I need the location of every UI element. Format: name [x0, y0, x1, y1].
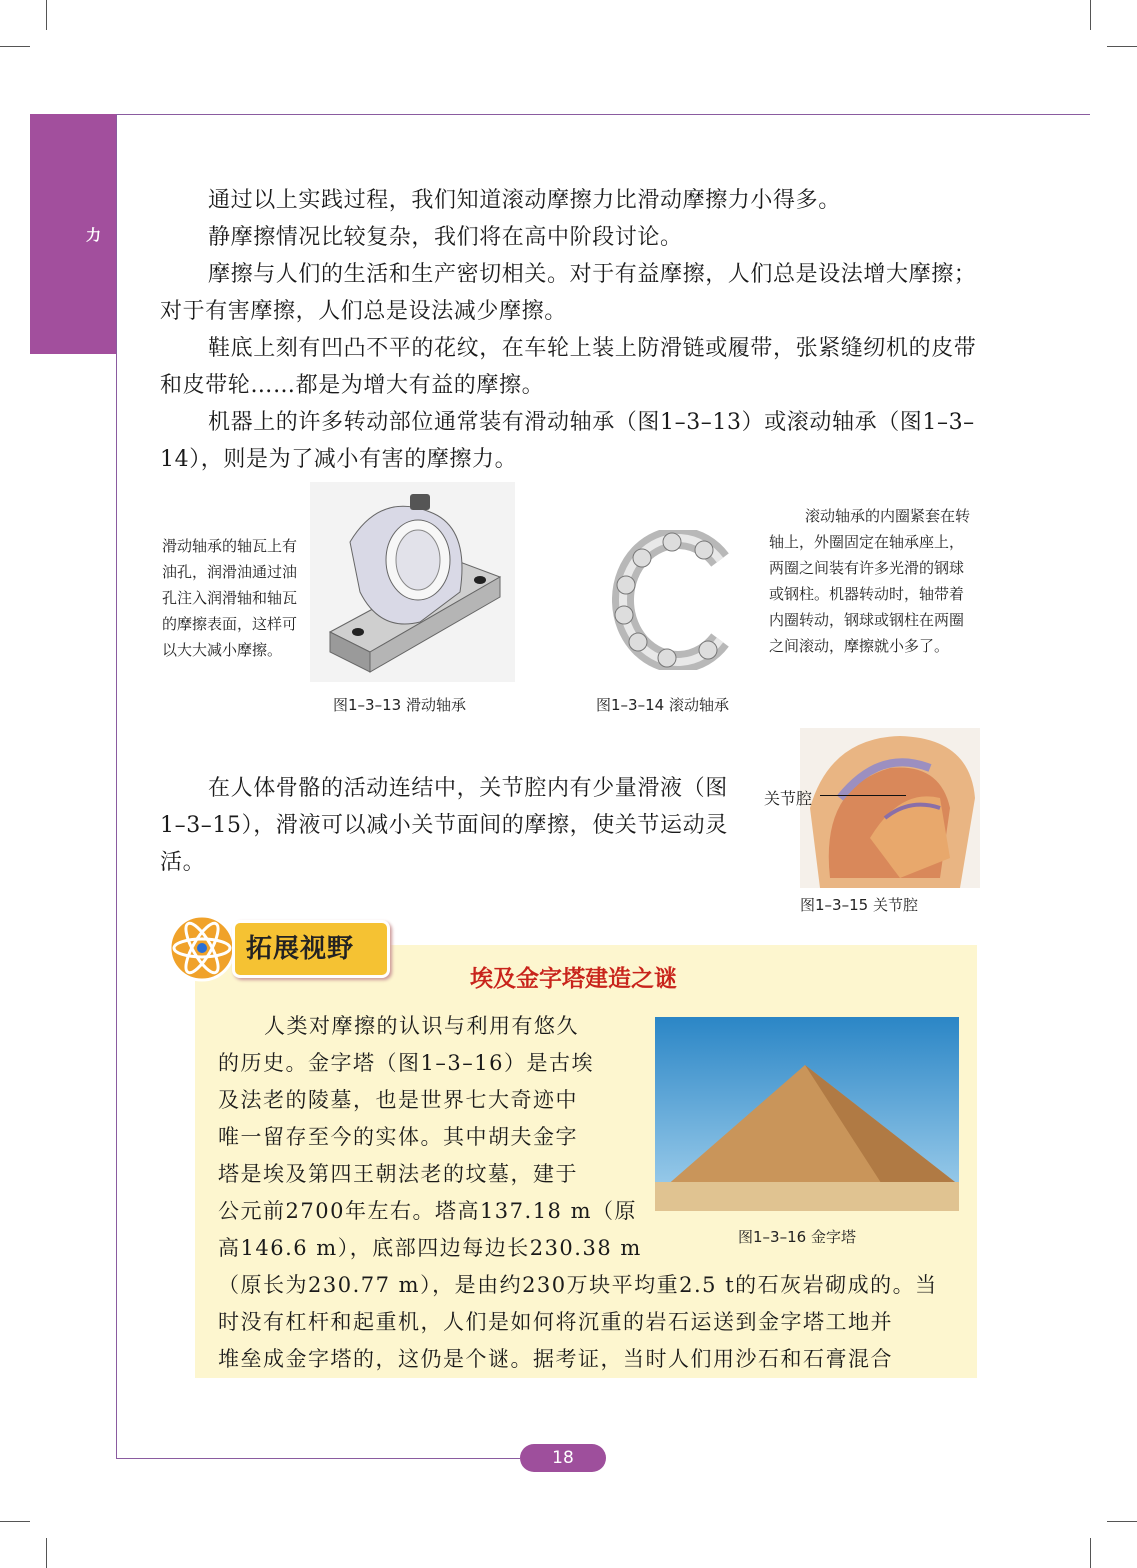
extension-line: 及法老的陵墓，也是世界七大奇迹中 [218, 1088, 578, 1112]
joint-paragraph [160, 770, 740, 881]
extension-line: 人类对摩擦的认识与利用有悠久 [264, 1014, 579, 1038]
fig13-note: 滑动轴承的轴瓦上有油孔，润滑油通过油孔注入润滑轴和轴瓦的摩擦表面，这样可以大大减小摩擦。 [162, 537, 298, 659]
chapter-sidebar [30, 114, 116, 354]
paragraph-6: 在人体骨骼的活动连结中，关节腔内有少量滑液（图1–3–15），滑液可以减小关节面间的摩擦，使关节运动灵活。 [160, 776, 728, 875]
joint-cavity-image [800, 728, 980, 888]
chapter-label: 力 [86, 226, 102, 244]
paragraph-1: 通过以上实践过程，我们知道滚动摩擦力比滑动摩擦力小得多。 [208, 188, 841, 213]
fig15-caption: 图1–3–15 关节腔 [800, 896, 918, 914]
extension-line: 堆垒成金字塔的，这仍是个谜。据考证，当时人们用沙石和石膏混合 [218, 1347, 893, 1371]
main-text [160, 182, 980, 478]
extension-line: （原长为230.77 m），是由约230万块平均重2.5 t的石灰岩砌成的。当 [218, 1273, 938, 1297]
rolling-bearing-image [612, 530, 730, 670]
extension-text [218, 1008, 938, 1378]
paragraph-2: 静摩擦情况比较复杂，我们将在高中阶段讨论。 [208, 225, 683, 250]
fig16-caption: 图1–3–16 金字塔 [738, 1228, 856, 1246]
extension-line: 公元前2700年左右。塔高137.18 m（原 [218, 1199, 638, 1223]
paragraph-3: 摩擦与人们的生活和生产密切相关。对于有益摩擦，人们总是设法增大摩擦；对于有害摩擦，人们总是设法减少摩擦。 [160, 262, 977, 324]
extension-line: 时没有杠杆和起重机，人们是如何将沉重的岩石运送到金字塔工地并 [218, 1310, 893, 1334]
page-number: 18 [520, 1444, 606, 1472]
paragraph-4: 鞋底上刻有凹凸不平的花纹，在车轮上装上防滑链或履带，张紧缝纫机的皮带和皮带轮……都是为增大有益的摩擦。 [160, 336, 977, 398]
extension-line: 唯一留存至今的实体。其中胡夫金字 [218, 1125, 578, 1149]
fig14-caption: 图1–3–14 滚动轴承 [596, 696, 729, 714]
paragraph-5: 机器上的许多转动部位通常装有滑动轴承（图1–3–13）或滚动轴承（图1–3–14），则是为了减小有害的摩擦力。 [160, 410, 975, 472]
left-rule [116, 114, 117, 1458]
fig13-caption: 图1–3–13 滑动轴承 [333, 696, 466, 714]
joint-label-pointer [820, 795, 906, 796]
top-rule [30, 114, 1090, 115]
extension-line: 的历史。金字塔（图1–3–16）是古埃 [218, 1051, 594, 1075]
extension-line: 塔是埃及第四王朝法老的坟墓，建于 [218, 1162, 578, 1186]
bottom-rule [116, 1458, 520, 1459]
fig14-note: 滚动轴承的内圈紧套在转轴上，外圈固定在轴承座上，两圈之间装有许多光滑的钢球或钢柱。机器转动时，轴带着内圈转动，钢球或钢柱在两圈之间滚动，摩擦就小多了。 [769, 507, 971, 655]
extension-title: 埃及金字塔建造之谜 [470, 966, 677, 992]
sliding-bearing-image [310, 482, 515, 682]
extension-badge-label: 拓展视野 [246, 934, 355, 964]
joint-label: 关节腔 [764, 789, 813, 808]
extension-line: 高146.6 m），底部四边每边长230.38 m [218, 1236, 642, 1260]
